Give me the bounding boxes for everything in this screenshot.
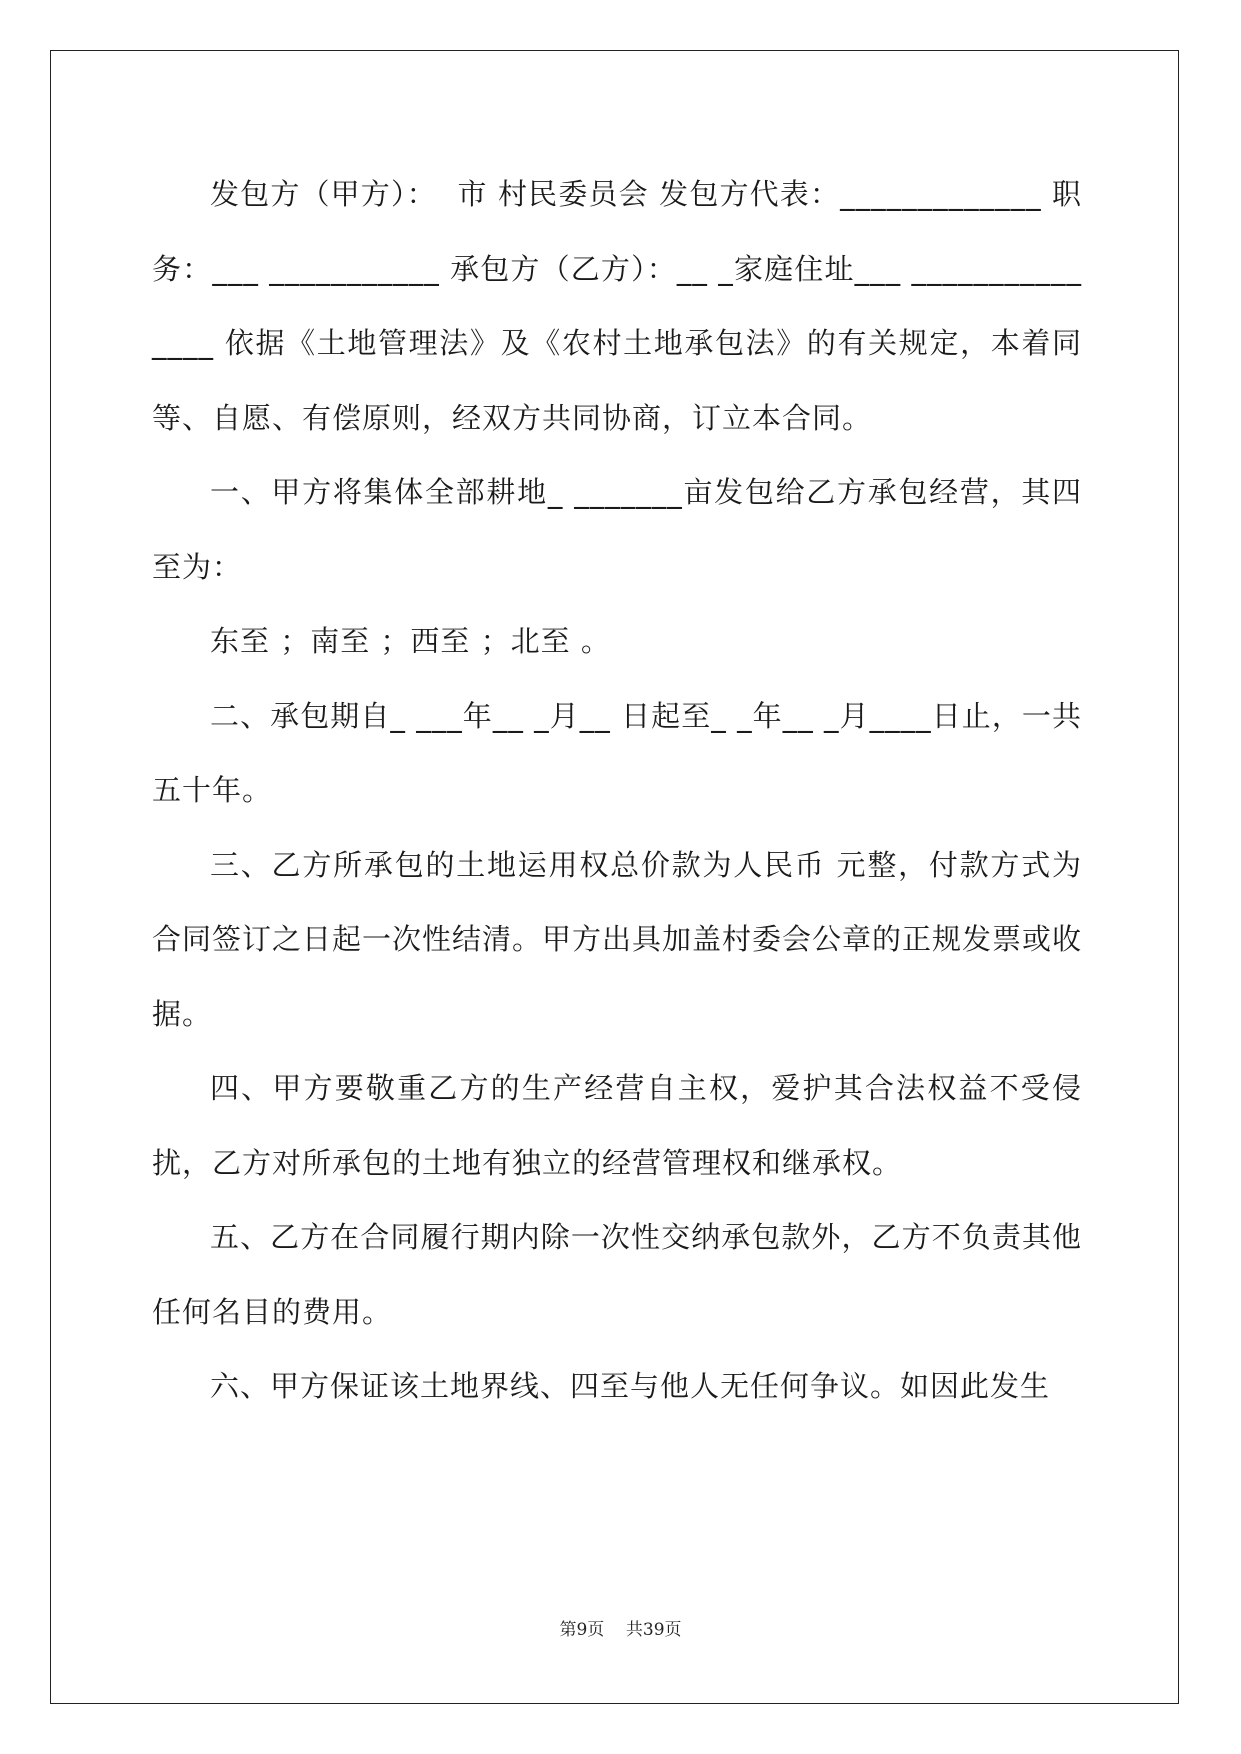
paragraph-clause-2: 二、承包期自_ ___年__ _月__ 日起至_ _年__ _月____日止，一共五十年。 bbox=[152, 698, 1082, 807]
paragraph-boundaries: 东至 ；南至 ；西至 ；北至 。 bbox=[210, 624, 611, 658]
page-prefix: 第 bbox=[559, 1620, 577, 1640]
paragraph-clause-3: 三、乙方所承包的土地运用权总价款为人民币 元整，付款方式为合同签订之日起一次性结清。甲方出具加盖村委会公章的正规发票或收据。 bbox=[152, 847, 1083, 1031]
page-footer bbox=[0, 1615, 1241, 1640]
paragraph-clause-6: 六、甲方保证该土地界线、四至与他人无任何争议。如因此发生 bbox=[210, 1369, 1051, 1403]
total-prefix: 共 bbox=[625, 1620, 643, 1640]
paragraph-clause-4: 四、甲方要敬重乙方的生产经营自主权，爱护其合法权益不受侵扰，乙方对所承包的土地有独立的经营管理权和继承权。 bbox=[152, 1071, 1082, 1180]
paragraph-parties: 发包方（甲方）： 市 村民委员会 发包方代表：_____________ 职务：___ ___________ 承包方（乙方）：__ _家庭住址___ ___________ ____ 依据《土地管理法》及《农村土地承包法》的有关规定，本着同等、自愿、有偿原则，经双方共同协商，订立本合同。 bbox=[152, 177, 1093, 435]
page-number: 9 bbox=[576, 1620, 588, 1640]
paragraph-clause-1: 一、甲方将集体全部耕地_ _______亩发包给乙方承包经营，其四至为： bbox=[152, 475, 1082, 584]
total-pages: 39 bbox=[642, 1620, 665, 1640]
page-suffix: 页 bbox=[587, 1620, 605, 1640]
document-body bbox=[152, 157, 1093, 1424]
total-suffix: 页 bbox=[664, 1620, 682, 1640]
paragraph-clause-5: 五、乙方在合同履行期内除一次性交纳承包款外，乙方不负责其他任何名目的费用。 bbox=[152, 1220, 1082, 1329]
